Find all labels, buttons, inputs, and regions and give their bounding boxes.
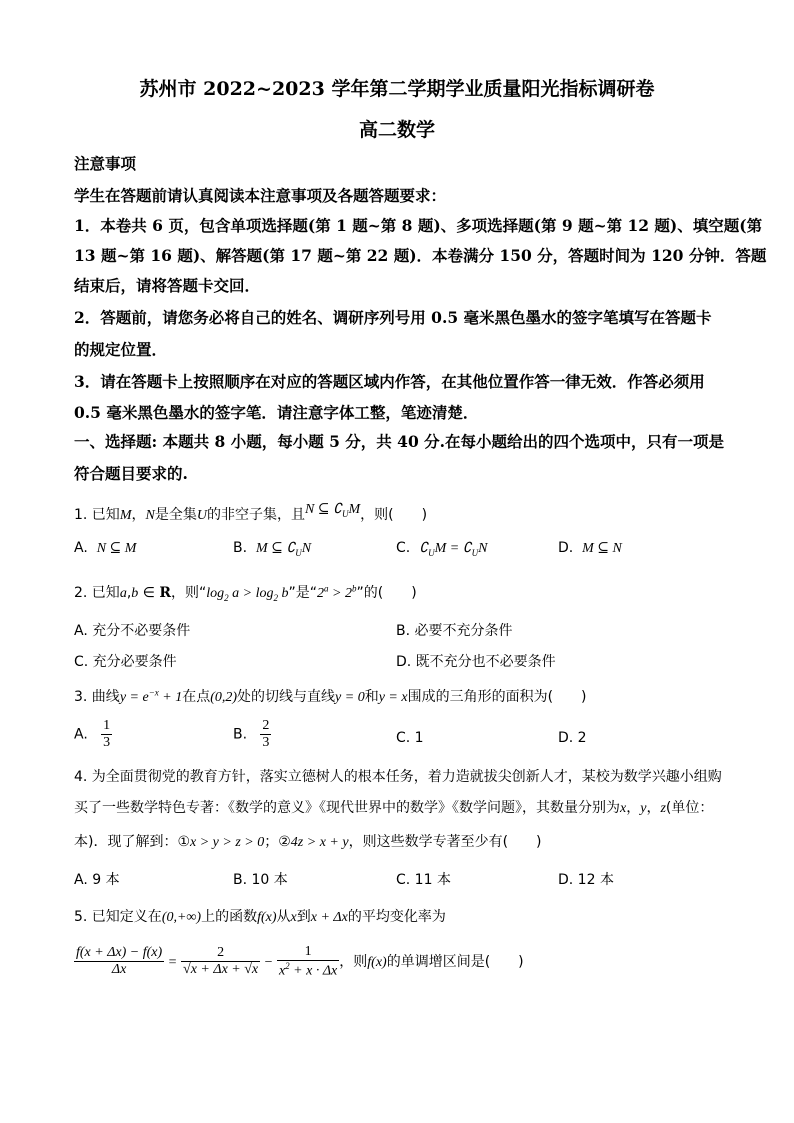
q1-option-a: A. N ⊆ M	[74, 540, 137, 556]
exam-subtitle: 高二数学	[358, 119, 435, 141]
notes-item-3: 3．请在答题卡上按照顺序在对应的答题区域内作答，在其他位置作答一律无效．作答必须用	[74, 372, 705, 391]
question-3: 3. 曲线$y = e^{-x} + 1$在点(0,2)处的切线与直线y = 0和y = x围成的三角形的面积为( )	[74, 687, 587, 705]
question-1: 1. 已知M，N是全集U的非空子集，且N ⊆ $∁_UM$，则( )	[74, 502, 428, 523]
q3-option-a: A. $\frac{1}{3}$	[74, 718, 111, 751]
q4-option-a: A. 9 本	[74, 872, 120, 888]
notes-item-2: 2．答题前，请您务必将自己的姓名、调研序列号用 0.5 毫米黑色墨水的签字笔填写在答题卡	[74, 308, 712, 327]
notes-item-2: 的规定位置．	[74, 340, 168, 359]
q4-option-c: C. 11 本	[396, 872, 451, 888]
notes-intro: 学生在答题前请认真阅读本注意事项及各题答题要求：	[74, 186, 447, 205]
question-4: 买了一些数学特色专著：《数学的意义》《现代世界中的数学》《数学问题》，其数量分别为x，y，z(单位：	[74, 800, 714, 816]
question-4: 4. 为全面贯彻党的教育方针，落实立德树人的根本任务，着力造就拔尖创新人才，某校为数学兴趣小组购	[74, 769, 722, 785]
notes-item-1: 13 题~第 16 题)、解答题(第 17 题~第 22 题)．本卷满分 150 分，答题时间为 120 分钟．答题	[74, 246, 767, 265]
question-5: 5. 已知定义在(0,+∞)上的函数f(x)从x到x + Δx的平均变化率为	[74, 909, 446, 925]
q3-option-c: C. 1	[396, 730, 424, 746]
notes-item-1: 结束后，请将答题卡交回．	[74, 276, 261, 295]
q2-option-a: A. 充分不必要条件	[74, 623, 191, 639]
q2-option-c: C. 充分必要条件	[74, 654, 177, 670]
q1-option-b: B. M ⊆ $∁_UN$	[233, 540, 312, 558]
notes-heading: 注意事项	[74, 154, 137, 173]
q4-option-d: D. 12 本	[558, 872, 614, 888]
section-heading: 符合题目要求的.	[74, 464, 188, 483]
question-5-formula: $\frac{f(x + \Delta x) - f(x)}{\Delta x}$ = $\frac{2}{√x + \Delta x + √x}$ − $\frac{1}{x^2 + x \cdot \Delta x}$ ，则f(x)的单调增区间是( )	[76, 944, 524, 979]
q2-option-b: B. 必要不充分条件	[396, 623, 513, 639]
exam-title: 苏州市 2022~2023 学年第二学期学业质量阳光指标调研卷	[139, 78, 655, 100]
q3-option-d: D. 2	[558, 730, 587, 746]
q4-option-b: B. 10 本	[233, 872, 288, 888]
question-4: 本)．现了解到：①x > y > z > 0；②4z > x + y，则这些数学专著至少有( )	[74, 834, 542, 850]
section-heading: 一、选择题: 本题共 8 小题，每小题 5 分，共 40 分.在每小题给出的四个选项中，只有一项是	[74, 432, 725, 451]
q3-option-b: B. $\frac{2}{3}$	[233, 718, 270, 751]
notes-item-1: 1．本卷共 6 页，包含单项选择题(第 1 题~第 8 题)、多项选择题(第 9 题~第 12 题)、填空题(第	[74, 216, 763, 235]
q1-option-c: C. $∁_UM$ = $∁_UN$	[396, 540, 488, 558]
q2-option-d: D. 既不充分也不必要条件	[396, 654, 556, 670]
notes-item-3: 0.5 毫米黑色墨水的签字笔．请注意字体工整，笔迹清楚．	[74, 403, 479, 422]
question-2: 2. 已知a,b ∈ R，则“$\log_2$ $a > \log_2 b$”是“$2^a > 2^b$”的( )	[74, 583, 417, 603]
q1-option-d: D. M ⊆ N	[558, 540, 622, 556]
